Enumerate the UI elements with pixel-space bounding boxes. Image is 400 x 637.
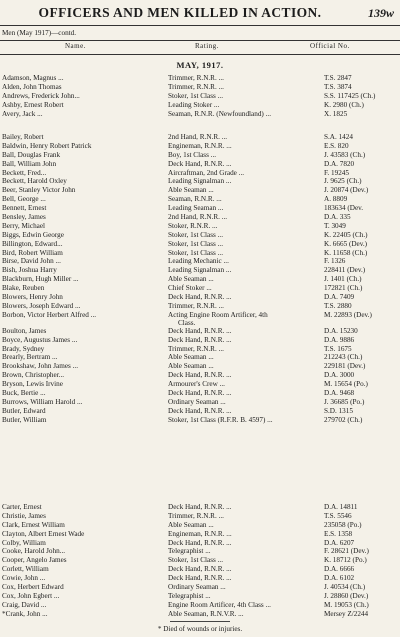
entry-rating-text: Leading Signalman ... [168,177,232,186]
register-row [0,371,400,380]
register-row [0,74,400,83]
register-row [0,240,400,249]
entry-rating-text: Stoker, 1st Class ... [168,248,224,257]
entry-name: Bennett, Ernest [2,204,47,213]
entry-name: Bish, Joshua Harry [2,266,57,275]
entry-rating-text: Leading Signalman ... [168,266,232,275]
entry-rating-text: Chief Stoker ... [168,284,212,293]
entry-name: Alden, John Thomas [2,82,62,91]
register-row [0,133,400,142]
entry-rating-text: Engineman, R.N.R. ... [168,141,232,150]
column-header-top-rule [0,40,400,41]
register-row [0,601,400,610]
register-row [0,574,400,583]
entry-name: Corlett, William [2,565,49,574]
entry-name: Clark, Ernest William [2,520,65,529]
entry-name: Biggs, Edwin George [2,230,64,239]
register-row [0,83,400,92]
entry-rating-text: Able Seaman ... [168,520,214,529]
entry-official-number: T.S. 2880 [324,301,352,310]
entry-name: Blake, Reuben [2,284,45,293]
entry-rating-text: Trimmer, R.N.R. ... [168,511,224,520]
entry-official-number: F. 1326 [324,257,346,266]
continuation-note: Men (May 1917)—contd. [2,29,77,37]
entry-name: Boyce, Augustus James ... [2,335,78,344]
register-row [0,592,400,601]
entry-name: Christie, James [2,511,46,520]
register-row [0,293,400,302]
entry-rating-text: Trimmer, R.N.R. ... [168,344,224,353]
register-row [0,416,400,425]
entry-rating-text: Deck Hand, R.N.R. ... [168,565,232,574]
entry-rating-text: Stoker, R.N.R. ... [168,221,218,230]
entry-rating-text: Telegraphist ... [168,591,211,600]
entry-official-number: F. 28621 (Dev.) [324,547,369,556]
entry-name: Brearly, Bertram ... [2,353,58,362]
entry-name: Blackburn, Hugh Miller ... [2,275,79,284]
group-c [0,503,400,619]
entry-rating-text: Armourer's Crew ... [168,380,225,389]
entry-rating-text: Engine Room Artificer, 4th Class ... [168,600,271,609]
entry-official-number: Mersey Z/2244 [324,609,369,618]
entry-official-number: M. 15654 (Po.) [324,380,368,389]
entry-official-number: 228411 (Dev.) [324,266,366,275]
entry-name: Avery, Jack ... [2,109,43,118]
entry-official-number: A. 8809 [324,195,348,204]
entry-rating-text: Able Seaman ... [168,353,214,362]
entry-official-number: T.S. 2847 [324,74,352,82]
entry-name: Clayton, Albert Ernest Wade [2,529,85,538]
entry-official-number: D.A. 9468 [324,389,355,398]
entry-name: Brown, Christopher... [2,371,65,380]
entry-rating-text: Deck Hand, R.N.R. ... [168,371,232,380]
entry-rating-text: Leading Seaman ... [168,204,224,213]
register-row [0,213,400,222]
entry-name: Burrows, William Harold ... [2,397,83,406]
entry-official-number: D.A. 6666 [324,565,355,574]
entry-official-number: M. 19053 (Ch.) [324,600,369,609]
column-header-name: Name. [65,42,86,50]
entry-official-number: K. 11658 (Ch.) [324,248,368,257]
entry-name: Ashby, Ernest Robert [2,100,64,109]
entry-name: Bell, George ... [2,195,46,204]
entry-rating-text: Stoker, 1st Class ... [168,556,224,565]
entry-rating-text: Telegraphist ... [168,547,211,556]
entry-official-number: S.S. 117425 (Ch.) [324,91,376,100]
entry-official-number: 212243 (Ch.) [324,353,363,362]
register-row [0,398,400,407]
entry-name: Bryson, Lewis Irvine [2,380,63,389]
register-row [0,362,400,371]
entry-rating-text: Deck Hand, R.N.R. ... [168,335,232,344]
register-row [0,151,400,160]
entry-rating-text: Deck Hand, R.N.R. ... [168,503,232,511]
entry-rating-text: Leading Mechanic ... [168,257,229,266]
register-row [0,302,400,311]
register-row [0,222,400,231]
register-row [0,195,400,204]
entry-name: Beckett, Harold Oxley [2,177,67,186]
entry-name: Boulton, James [2,326,47,335]
entry-official-number: T.S. 1675 [324,344,352,353]
register-row [0,389,400,398]
register-row [0,101,400,110]
column-header-official: Official No. [310,42,350,50]
entry-name: Andrews, Frederick John... [2,91,80,100]
entry-official-number: 235058 (Po.) [324,520,362,529]
page-number: 139w [367,6,394,20]
page-header [6,5,394,23]
entry-rating-text: Trimmer, R.N.R. ... [168,82,224,91]
entry-name: Borbon, Victor Herbert Alfred ... [2,310,97,319]
entry-name: Berry, Michael [2,221,46,230]
entry-name: Buck, Bertie ... [2,389,46,398]
entry-official-number: 172821 (Ch.) [324,284,363,293]
entry-rating-text: Deck Hand, R.N.R. ... [168,159,232,168]
entry-rating-text: Aircraftman, 2nd Grade ... [168,168,245,177]
entry-official-number: J. 1401 (Ch.) [324,275,362,284]
register-row [0,345,400,354]
entry-rating-text: Trimmer, R.N.R. ... [168,74,224,82]
entry-official-number: D.A. 15230 [324,326,358,335]
entry-rating-text: 2nd Hand, R.N.R. ... [168,213,228,222]
register-row [0,503,400,512]
entry-name: Butler, William [2,415,47,424]
register-row [0,204,400,213]
entry-official-number: 229181 (Dev.) [324,362,366,371]
month-heading: MAY, 1917. [176,60,224,70]
entry-official-number: J. 40534 (Ch.) [324,583,366,592]
register-row [0,539,400,548]
entry-name: Craig, David ... [2,600,47,609]
entry-name: Bailey, Robert [2,133,44,141]
entry-rating-continuation: Class. [178,318,196,327]
entry-official-number: J. 20874 (Dev.) [324,186,369,195]
entry-rating-text: Seaman, R.N.R. ... [168,195,222,204]
entry-name: Cox, Herbert Edward [2,583,64,592]
column-headers [0,42,400,54]
group-a [0,74,400,118]
register-row [0,353,400,362]
entry-official-number: D.A. 9886 [324,335,355,344]
entry-official-number: M. 22893 (Dev.) [324,310,372,319]
entry-rating-text: Able Seaman ... [168,275,214,284]
entry-official-number: E.S. 820 [324,141,349,150]
footnote: * Died of wounds or injuries. [157,625,243,633]
footnote-rule [170,621,230,622]
entry-rating-text: Able Seaman, R.N.V.R. ... [168,609,244,618]
entry-rating-text: Deck Hand, R.N.R. ... [168,389,232,398]
register-row [0,169,400,178]
entry-official-number: 183634 (Dev. [324,204,364,213]
entry-name: Carter, Ernest [2,503,42,511]
entry-name: Beer, Stanley Victor John [2,186,76,195]
entry-official-number: K. 6665 (Dev.) [324,239,368,248]
register-row [0,556,400,565]
entry-rating-text: Trimmer, R.N.R. ... [168,301,224,310]
register-row [0,257,400,266]
entry-name: Bird, Robert William [2,248,63,257]
header-rule [0,25,400,26]
entry-official-number: X. 1825 [324,109,348,118]
entry-name: Billington, Edward... [2,239,63,248]
entry-official-number: D.A. 7820 [324,159,355,168]
entry-official-number: D.A. 7409 [324,293,355,302]
entry-official-number: 279702 (Ch.) [324,415,363,424]
register-row [0,512,400,521]
entry-rating-text: Stoker, 1st Class ... [168,230,224,239]
entry-rating-text: Able Seaman ... [168,186,214,195]
entry-name: Ball, William John [2,159,57,168]
column-header-rating: Rating. [195,42,219,50]
entry-official-number: T.S. 3874 [324,82,352,91]
entry-official-number: J. 28860 (Dev.) [324,591,369,600]
entry-rating-text: Deck Hand, R.N.R. ... [168,293,232,302]
register-row [0,380,400,389]
register-row [0,160,400,169]
entry-official-number: S.A. 1424 [324,133,353,141]
register-row [0,186,400,195]
page-title: OFFICERS AND MEN KILLED IN ACTION. [38,5,322,20]
register-row [0,231,400,240]
register-row [0,92,400,101]
entry-rating-text: Stoker, 1st Class (R.F.R. B. 4597) ... [168,415,273,424]
entry-rating-text: Seaman, R.N.R. (Newfoundland) ... [168,109,272,118]
entry-official-number: D.A. 3000 [324,371,355,380]
entry-official-number: D.A. 6207 [324,538,355,547]
entry-official-number: T. 3049 [324,221,346,230]
register-row [0,284,400,293]
entry-official-number: K. 2980 (Ch.) [324,100,364,109]
entry-official-number: K. 22405 (Ch.) [324,230,368,239]
register-row [0,177,400,186]
register-row [0,110,400,119]
entry-official-number: J. 9625 (Ch.) [324,177,362,186]
entry-rating-text: Boy, 1st Class ... [168,150,217,159]
entry-name: Ball, Douglas Frank [2,150,61,159]
entry-rating-text: 2nd Hand, R.N.R. ... [168,133,228,141]
entry-rating-text: Leading Stoker ... [168,100,220,109]
entry-official-number: E.S. 1358 [324,529,353,538]
entry-rating-text: Ordinary Seaman ... [168,397,226,406]
register-row [0,275,400,284]
entry-rating-text: Ordinary Seaman ... [168,583,226,592]
entry-official-number: J. 36685 (Po.) [324,397,365,406]
register-row [0,547,400,556]
register-row [0,327,400,336]
entry-official-number: K. 18712 (Po.) [324,556,367,565]
entry-name: Birse, David John ... [2,257,61,266]
entry-rating-text: Deck Hand, R.N.R. ... [168,326,232,335]
register-row [0,521,400,530]
register-row [0,311,400,327]
entry-rating-text: Deck Hand, R.N.R. ... [168,574,232,583]
entry-name: Colby, William [2,538,46,547]
entry-name: Cooper, Angelo James [2,556,67,565]
entry-name: Baldwin, Henry Robert Patrick [2,141,92,150]
register-row [0,407,400,416]
entry-name: Cox, John Egbert ... [2,591,60,600]
entry-name: *Crank, John ... [2,609,48,618]
register-row [0,565,400,574]
entry-rating-text: Engineman, R.N.R. ... [168,529,232,538]
entry-name: Bensley, James [2,213,46,222]
entry-rating-text: Acting Engine Room Artificer, 4th [168,310,268,319]
entry-name: Cowie, John ... [2,574,46,583]
register-row [0,336,400,345]
column-header-bottom-rule [0,54,400,55]
register-row [0,530,400,539]
entry-official-number: D.A. 6102 [324,574,355,583]
entry-official-number: D.A. 14811 [324,503,358,511]
group-b [0,133,400,425]
entry-name: Cooke, Harold John... [2,547,66,556]
entry-name: Brookshaw, John James ... [2,362,78,371]
entry-name: Blowers, Henry John [2,293,63,302]
entry-rating-text: Stoker, 1st Class ... [168,91,224,100]
entry-rating-text: Able Seaman ... [168,362,214,371]
entry-name: Beckett, Fred... [2,168,47,177]
entry-official-number: F. 19245 [324,168,349,177]
entry-official-number: T.S. 5546 [324,511,352,520]
entry-name: Brady, Sydney [2,344,45,353]
entry-rating-text: Deck Hand, R.N.R. ... [168,538,232,547]
entry-official-number: J. 43583 (Ch.) [324,150,366,159]
entry-rating-text: Stoker, 1st Class ... [168,239,224,248]
register-row [0,583,400,592]
entry-official-number: D.A. 335 [324,213,351,222]
register-row [0,142,400,151]
register-row [0,266,400,275]
entry-official-number: S.D. 1315 [324,406,353,415]
entry-name: Blowers, Joseph Edward ... [2,301,81,310]
register-row [0,249,400,258]
register-row [0,610,400,619]
entry-name: Butler, Edward [2,406,46,415]
entry-name: Adamson, Magnus ... [2,74,64,82]
entry-rating-text: Deck Hand, R.N.R. ... [168,406,232,415]
